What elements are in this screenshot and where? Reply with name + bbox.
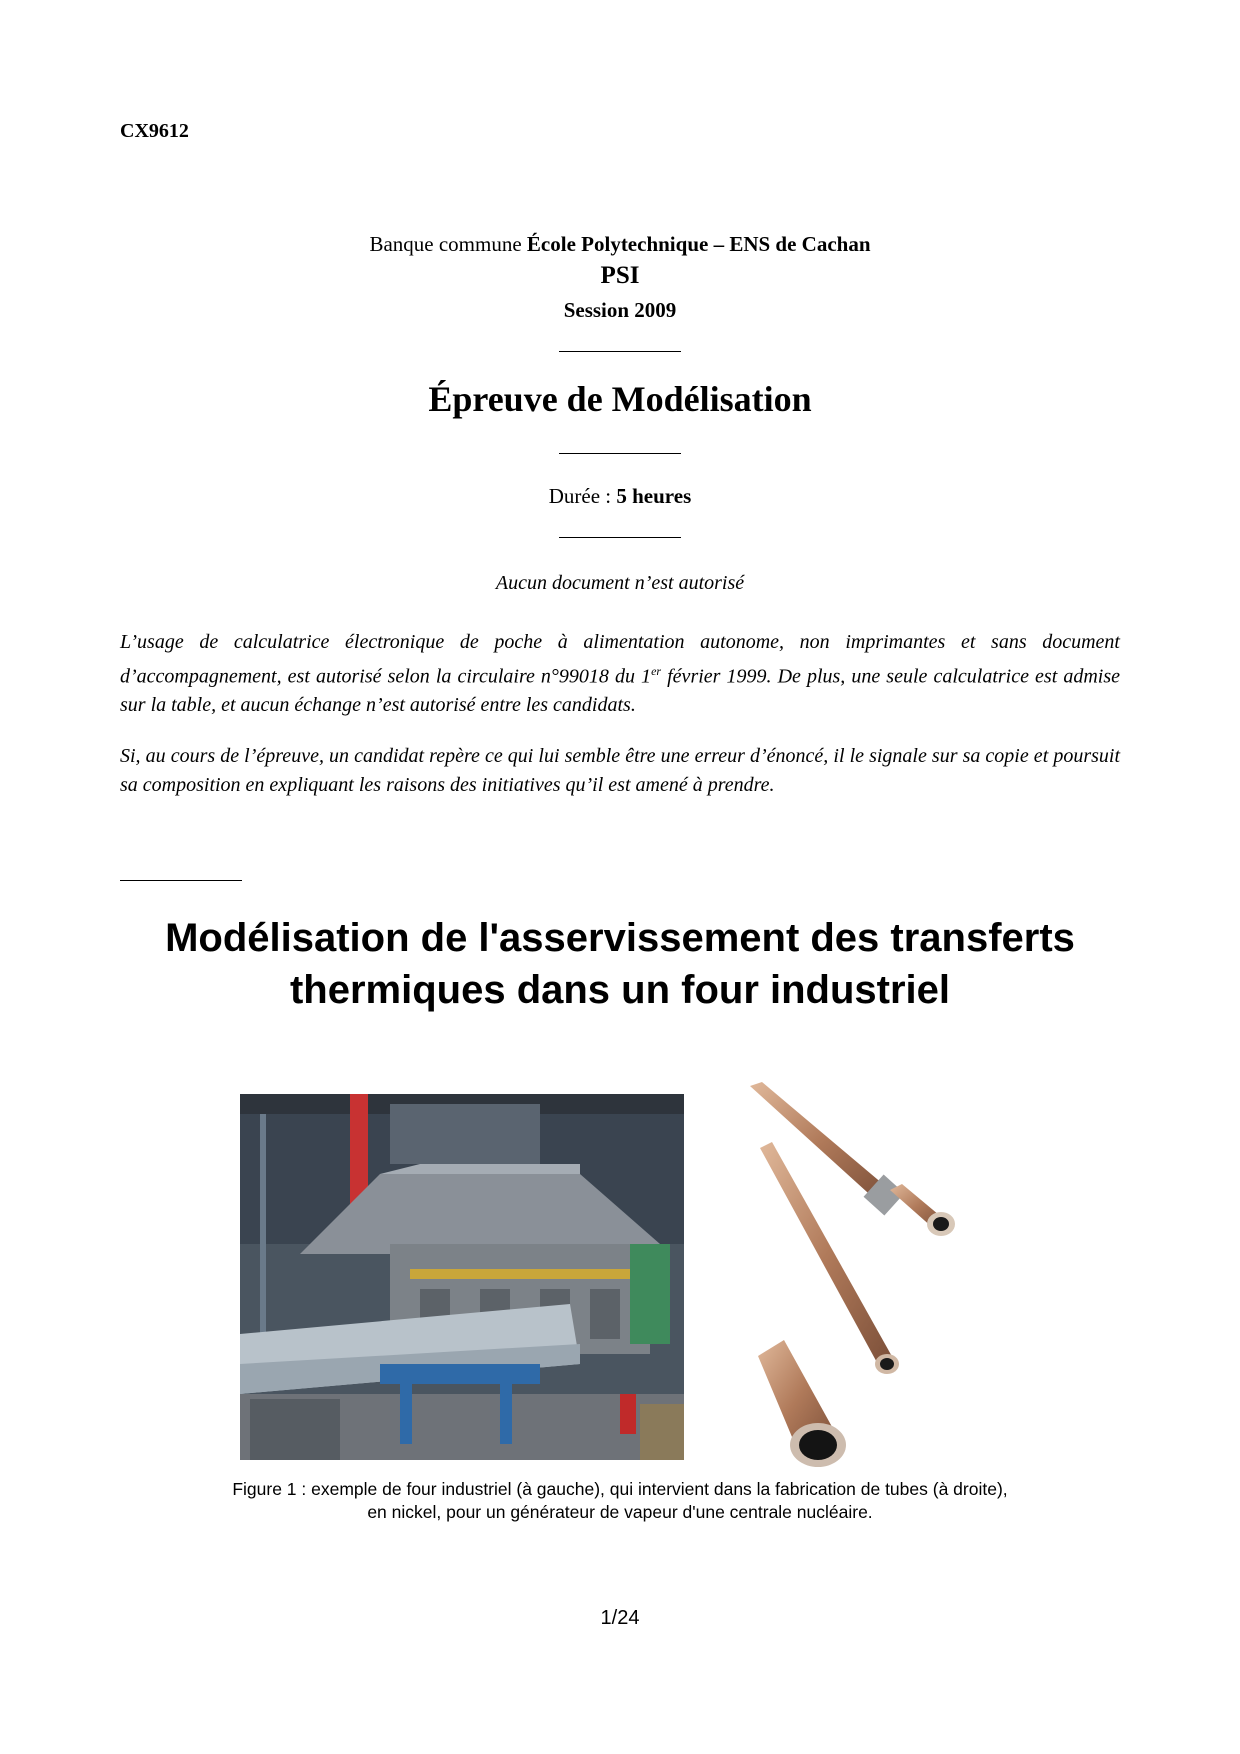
- divider-rule: [559, 351, 681, 352]
- subject-title: [100, 912, 1140, 1016]
- furnace-photo: [240, 1094, 684, 1460]
- banque-line: [0, 232, 1240, 257]
- divider-rule: [120, 880, 242, 881]
- filiere: PSI: [600, 262, 640, 289]
- instructions-p1-sup: er: [651, 663, 662, 678]
- subject-title-line2: thermiques dans un four industriel: [289, 968, 951, 1012]
- duration-line: [0, 484, 1240, 509]
- subject-title-line1: Modélisation de l'asservissement des transferts: [165, 916, 1075, 960]
- divider-rule: [559, 537, 681, 538]
- exam-title: Épreuve de Modélisation: [428, 379, 812, 419]
- duration-value: 5 heures: [616, 484, 692, 508]
- instructions-p1-part2: février 1999. De plus, une seule calculatrice est admise sur la table, et aucun échange n’est autorisé entre les candidats.: [120, 665, 1120, 716]
- figure-caption-line1: Figure 1 : exemple de four industriel (à gauche), qui intervient dans la fabrication de tubes (à droite),: [232, 1479, 1008, 1499]
- session: Session 2009: [563, 298, 677, 322]
- divider-rule: [559, 453, 681, 454]
- duration-label: Durée :: [548, 484, 617, 508]
- calculator-instructions: [120, 628, 1120, 719]
- tubes-image: [720, 1078, 1020, 1468]
- document-notice: Aucun document n’est autorisé: [495, 572, 745, 594]
- banque-schools: École Polytechnique – ENS de Cachan: [526, 232, 871, 256]
- figure-caption-line2: en nickel, pour un générateur de vapeur d'une centrale nucléaire.: [367, 1502, 873, 1522]
- exam-code: CX9612: [120, 120, 189, 142]
- instructions-p1-part1: L’usage de calculatrice électronique de poche à alimentation autonome, non imprimantes et sans document d’accompagnement, est autorisé selon la circulaire n°99018 du 1: [120, 631, 1120, 688]
- banque-prefix: Banque commune: [369, 232, 527, 256]
- page-number: 1/24: [600, 1607, 640, 1629]
- figure-caption: [0, 1478, 1240, 1524]
- error-instructions: Si, au cours de l’épreuve, un candidat repère ce qui lui semble être une erreur d’énoncé, il le signale sur sa copie et poursuit sa composition en expliquant les raisons des initiatives qu’il est amené à prendre.: [120, 745, 1120, 796]
